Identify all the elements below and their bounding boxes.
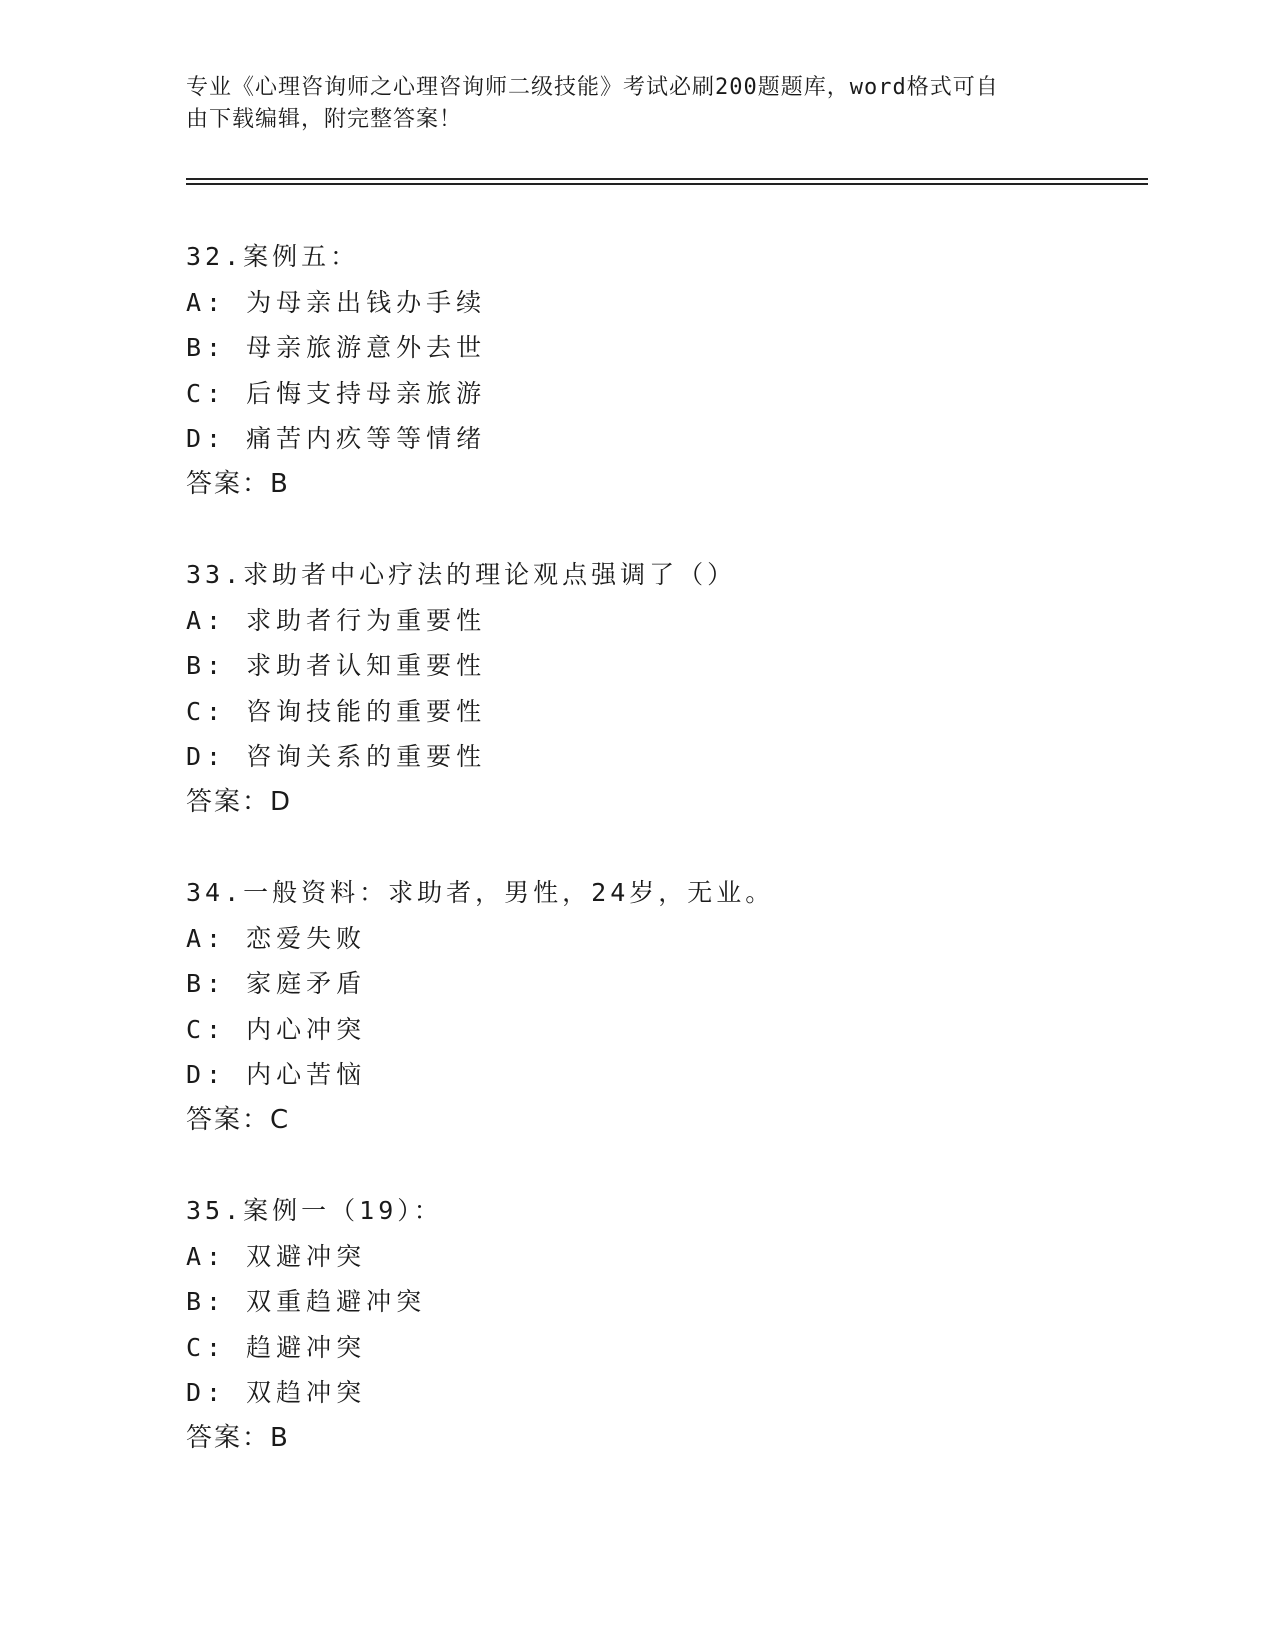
header-line-2: 由下载编辑，附完整答案！	[186, 107, 463, 132]
question-title: 35.案例一（19）：	[186, 1196, 443, 1225]
answer-label: 答案：B	[186, 1422, 290, 1453]
option-a: A: 双避冲突	[186, 1241, 367, 1271]
header-rule-top	[186, 178, 1148, 180]
question-title: 34.一般资料：求助者，男性，24岁，无业。	[186, 878, 775, 907]
option-c: C: 趋避冲突	[186, 1332, 367, 1362]
question-list	[186, 234, 1146, 1506]
question-35	[186, 1188, 1146, 1506]
question-32	[186, 234, 1146, 552]
option-c: C: 内心冲突	[186, 1014, 367, 1044]
option-c: C: 后悔支持母亲旅游	[186, 378, 487, 408]
option-d: D: 咨询关系的重要性	[186, 742, 487, 771]
header-line-1: 专业《心理咨询师之心理咨询师二级技能》考试必刷200题题库，word格式可自	[186, 75, 999, 100]
answer-label: 答案：D	[186, 786, 293, 817]
answer-label: 答案：B	[186, 468, 290, 499]
question-title: 32.案例五：	[186, 242, 360, 271]
option-b: B: 双重趋避冲突	[186, 1287, 427, 1316]
option-a: A: 求助者行为重要性	[186, 605, 487, 635]
option-a: A: 为母亲出钱办手续	[186, 287, 487, 317]
option-d: D: 双趋冲突	[186, 1378, 367, 1407]
option-c: C: 咨询技能的重要性	[186, 696, 487, 726]
header-rule-bottom	[186, 183, 1148, 185]
document-header	[186, 72, 1066, 136]
option-b: B: 母亲旅游意外去世	[186, 333, 487, 362]
option-b: B: 求助者认知重要性	[186, 651, 487, 680]
answer-label: 答案：C	[186, 1104, 291, 1135]
option-b: B: 家庭矛盾	[186, 969, 367, 998]
option-a: A: 恋爱失败	[186, 923, 367, 953]
question-title: 33.求助者中心疗法的理论观点强调了（）	[186, 560, 737, 589]
question-34	[186, 870, 1146, 1188]
option-d: D: 内心苦恼	[186, 1060, 367, 1089]
option-d: D: 痛苦内疚等等情绪	[186, 424, 487, 453]
question-33	[186, 552, 1146, 870]
